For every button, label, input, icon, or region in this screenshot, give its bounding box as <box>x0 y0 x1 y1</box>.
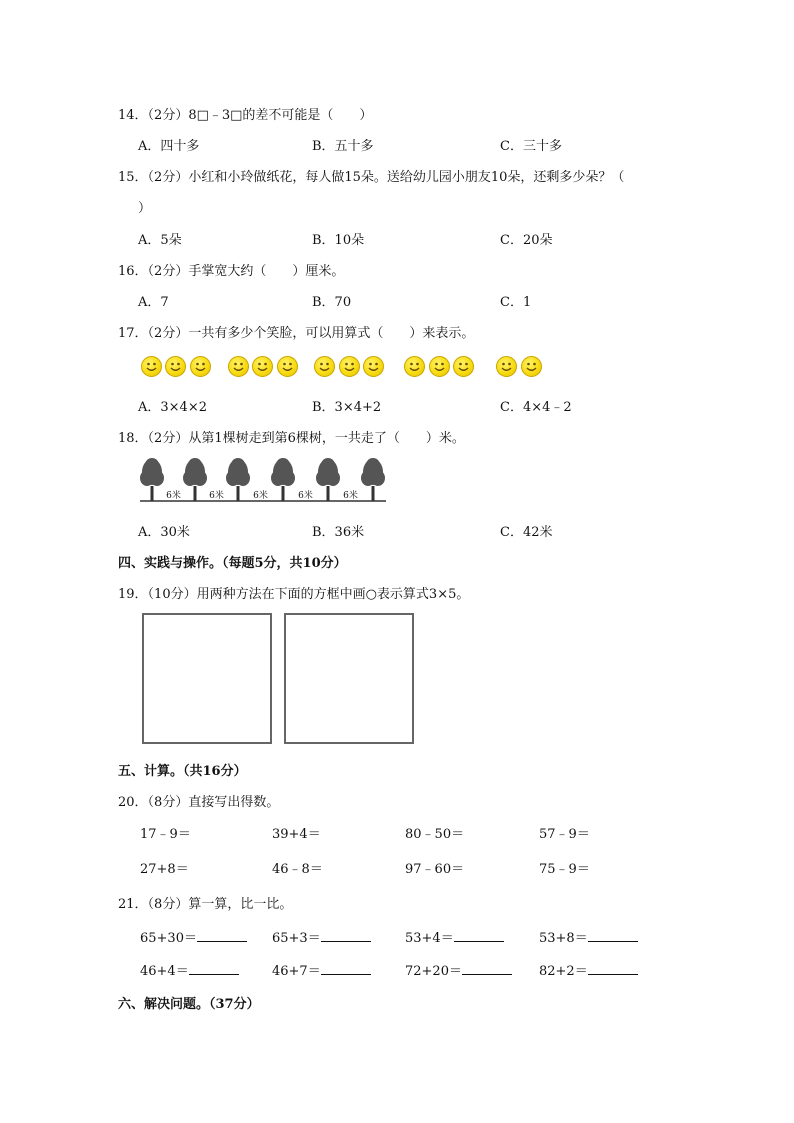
q15-stem-cont: ） <box>138 201 152 216</box>
answer-blank[interactable] <box>321 962 371 975</box>
q21-expr: 65+30＝ <box>140 931 197 946</box>
q15-option-b: B．10朵 <box>312 233 365 248</box>
tree-icon <box>271 458 295 501</box>
trees-figure <box>138 458 388 506</box>
tree-icon <box>140 458 164 501</box>
answer-blank[interactable] <box>197 929 247 942</box>
smiley-face-icon <box>496 356 517 377</box>
gap-label: 6米 <box>298 491 313 501</box>
smiley-face-icon <box>339 356 360 377</box>
smiley-face-icon <box>190 356 211 377</box>
answer-blank[interactable] <box>588 929 638 942</box>
q14-option-c: C．三十多 <box>500 139 562 154</box>
smiley-face-icon <box>228 356 249 377</box>
q17-option-c: C．4×4﹣2 <box>500 400 572 415</box>
q17-stem: 17．（2分）一共有多少个笑脸，可以用算式（ ）来表示。 <box>118 326 475 341</box>
q14-stem: 14．（2分）8□﹣3□的差不可能是（ ） <box>118 108 373 123</box>
smiley-face-icon <box>429 356 450 377</box>
q16-option-a: A．7 <box>138 295 169 310</box>
tree-icon <box>316 458 340 501</box>
q18-stem: 18．（2分）从第1棵树走到第6棵树，一共走了（ ）米。 <box>118 431 465 446</box>
tree-icon <box>226 458 250 501</box>
tree-icon <box>361 458 385 501</box>
smiley-face-icon <box>277 356 298 377</box>
q20-stem: 20．（8分）直接写出得数。 <box>118 795 280 810</box>
q21-expr: 65+3＝ <box>272 931 321 946</box>
q16-option-b: B．70 <box>312 295 352 310</box>
q15-stem: 15．（2分）小红和小玲做纸花，每人做15朵。送给幼儿园小朋友10朵，还剩多少朵？（ <box>118 170 625 185</box>
q21-expr: 82+2＝ <box>539 964 588 979</box>
smiley-face-icon <box>404 356 425 377</box>
answer-blank[interactable] <box>462 962 512 975</box>
q21-item <box>539 927 638 946</box>
q21-item <box>140 927 247 946</box>
q20-item: 27+8＝ <box>140 862 189 877</box>
gap-label: 6米 <box>166 491 181 501</box>
q20-item: 97﹣60＝ <box>405 862 465 877</box>
q21-item <box>405 927 504 946</box>
q14-option-a: A．四十多 <box>138 139 200 154</box>
q18-option-a: A．30米 <box>138 525 190 540</box>
q21-expr: 46+7＝ <box>272 964 321 979</box>
smiley-face-icon <box>165 356 186 377</box>
answer-blank[interactable] <box>189 962 239 975</box>
q20-item: 46﹣8＝ <box>272 862 323 877</box>
q20-item: 39+4＝ <box>272 827 321 842</box>
q17-option-a: A．3×4×2 <box>138 400 207 415</box>
q15-option-c: C．20朵 <box>500 233 553 248</box>
drawing-box-2[interactable] <box>284 613 414 744</box>
q17-option-b: B．3×4+2 <box>312 400 382 415</box>
q18-option-b: B．36米 <box>312 525 365 540</box>
q19-stem: 19．（10分）用两种方法在下面的方框中画○表示算式3×5。 <box>118 587 470 602</box>
gap-label: 6米 <box>209 491 224 501</box>
section-6-heading: 六、解决问题。（37分） <box>118 997 260 1012</box>
q21-item <box>405 960 512 979</box>
q14-option-b: B．五十多 <box>312 139 374 154</box>
q21-expr: 53+4＝ <box>405 931 454 946</box>
q21-expr: 72+20＝ <box>405 964 462 979</box>
drawing-box-1[interactable] <box>142 613 272 744</box>
q21-expr: 46+4＝ <box>140 964 189 979</box>
tree-icon <box>183 458 207 501</box>
gap-label: 6米 <box>253 491 268 501</box>
smiley-face-icon <box>521 356 542 377</box>
smiley-face-icon <box>314 356 335 377</box>
q20-item: 17﹣9＝ <box>140 827 191 842</box>
answer-blank[interactable] <box>454 929 504 942</box>
gap-label: 6米 <box>343 491 358 501</box>
q20-item: 57﹣9＝ <box>539 827 590 842</box>
q21-stem: 21．（8分）算一算，比一比。 <box>118 897 293 912</box>
q21-expr: 53+8＝ <box>539 931 588 946</box>
q16-stem: 16．（2分）手掌宽大约（ ）厘米。 <box>118 264 345 279</box>
smiley-face-icon <box>252 356 273 377</box>
q20-item: 80﹣50＝ <box>405 827 465 842</box>
section-4-heading: 四、实践与操作。（每题5分，共10分） <box>118 556 347 571</box>
smiley-face-icon <box>363 356 384 377</box>
section-5-heading: 五、计算。（共16分） <box>118 764 247 779</box>
q20-item: 75﹣9＝ <box>539 862 590 877</box>
q21-item <box>140 960 239 979</box>
q18-option-c: C．42米 <box>500 525 553 540</box>
q21-item <box>539 960 638 979</box>
q15-option-a: A．5朵 <box>138 233 182 248</box>
q21-item <box>272 927 371 946</box>
q16-option-c: C．1 <box>500 295 532 310</box>
smiley-face-icon <box>141 356 162 377</box>
q21-item <box>272 960 371 979</box>
trees-diagram <box>138 458 388 506</box>
answer-blank[interactable] <box>321 929 371 942</box>
answer-blank[interactable] <box>588 962 638 975</box>
smiley-face-icon <box>453 356 474 377</box>
